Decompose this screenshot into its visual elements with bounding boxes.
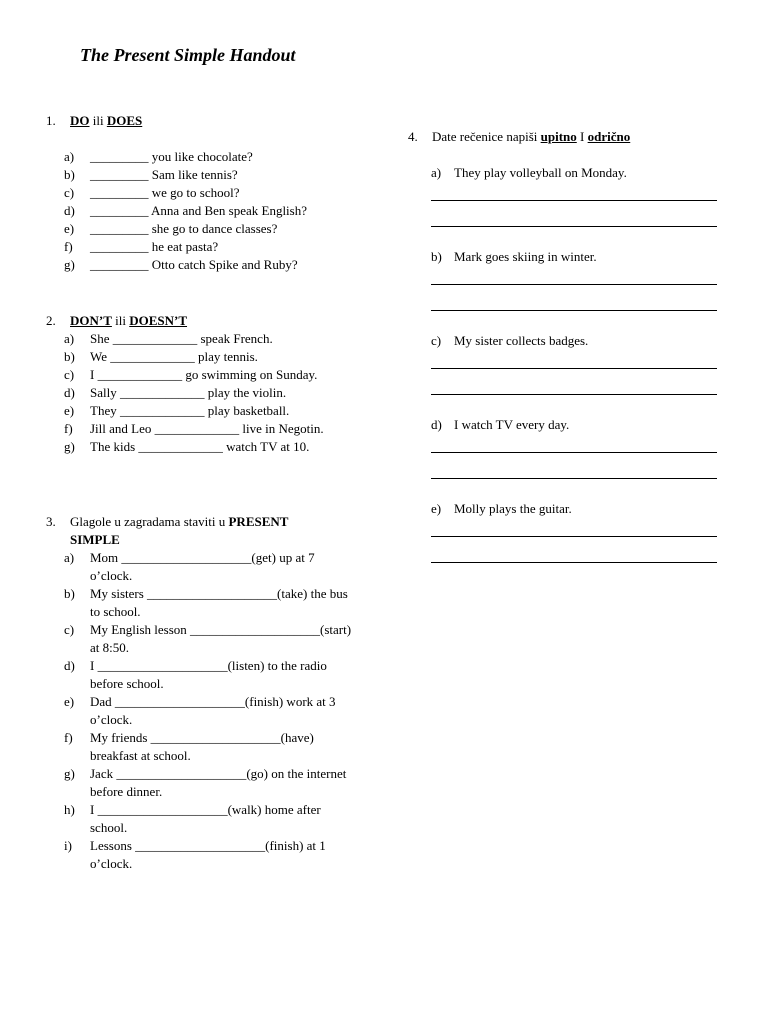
instruction-text: Glagole u zagradama staviti u — [70, 514, 229, 529]
item-text: Molly plays the guitar. — [454, 501, 572, 516]
sentence-row — [431, 500, 728, 518]
item-letter: e) — [64, 694, 75, 709]
answer-line[interactable] — [431, 562, 717, 563]
item-letter: h) — [64, 802, 75, 817]
item-text: Dad ____________________(finish) work at 3 o’clock. — [90, 694, 336, 727]
item-text: My sisters ____________________(take) the bus to school. — [90, 586, 348, 619]
page-title: The Present Simple Handout — [80, 45, 296, 65]
sentence-row — [431, 164, 728, 182]
item-letter: d) — [64, 385, 75, 400]
rewrite-item — [408, 248, 728, 332]
exercise-item — [64, 184, 376, 202]
answer-line[interactable] — [431, 452, 717, 453]
exercise-4-heading — [408, 128, 728, 146]
item-text: Mark goes skiing in winter. — [454, 249, 597, 264]
item-text: My friends ____________________(have) breakfast at school. — [90, 730, 314, 763]
exercise-item — [64, 148, 376, 166]
answer-line[interactable] — [431, 368, 717, 369]
sentence-row — [431, 332, 728, 350]
exercise-item — [64, 657, 344, 693]
exercise-item — [64, 837, 344, 873]
item-text: _________ we go to school? — [90, 185, 240, 200]
exercise-item — [64, 348, 344, 366]
item-text: _________ he eat pasta? — [90, 239, 219, 254]
exercise-item — [64, 549, 344, 585]
exercise-1 — [46, 112, 376, 274]
item-letter: a) — [64, 331, 75, 346]
item-text: Jack ____________________(go) on the internet before dinner. — [90, 766, 347, 799]
answer-line[interactable] — [431, 478, 717, 479]
item-text: They _____________ play basketball. — [90, 403, 290, 418]
item-text: They play volleyball on Monday. — [454, 165, 627, 180]
keyword-doesnt: DOESN’T — [129, 313, 188, 328]
item-letter: a) — [64, 149, 75, 164]
item-letter: d) — [64, 658, 75, 673]
exercise-3-list — [64, 549, 352, 873]
keyword-odricno: odrično — [587, 129, 631, 144]
exercise-2-heading — [46, 312, 376, 330]
item-letter: c) — [431, 333, 442, 348]
exercise-number: 2. — [46, 313, 56, 328]
answer-line[interactable] — [431, 284, 717, 285]
item-letter: a) — [431, 165, 442, 180]
item-text: I watch TV every day. — [454, 417, 570, 432]
item-letter: a) — [64, 550, 75, 565]
item-letter: b) — [64, 349, 75, 364]
exercise-item — [64, 384, 344, 402]
item-letter: e) — [64, 221, 75, 236]
exercise-item — [64, 765, 347, 801]
exercise-1-heading — [46, 112, 376, 130]
item-letter: c) — [64, 622, 75, 637]
item-text: _________ you like chocolate? — [90, 149, 253, 164]
item-letter: e) — [64, 403, 75, 418]
item-text: Sally _____________ play the violin. — [90, 385, 287, 400]
connector-text: I — [576, 129, 588, 144]
connector-text: ili — [111, 313, 130, 328]
item-text: My sister collects badges. — [454, 333, 589, 348]
item-letter: c) — [64, 367, 75, 382]
item-letter: f) — [64, 730, 73, 745]
answer-line[interactable] — [431, 226, 717, 227]
exercise-item — [64, 256, 376, 274]
item-text: She _____________ speak French. — [90, 331, 273, 346]
instruction-text: Date rečenice napiši — [432, 129, 541, 144]
answer-line[interactable] — [431, 310, 717, 311]
rewrite-item — [408, 332, 728, 416]
exercise-item — [64, 366, 344, 384]
item-letter: b) — [64, 586, 75, 601]
item-letter: f) — [64, 239, 73, 254]
item-letter: d) — [431, 417, 442, 432]
exercise-2-list — [64, 330, 344, 456]
item-text: _________ she go to dance classes? — [90, 221, 278, 236]
answer-line[interactable] — [431, 394, 717, 395]
exercise-3-heading — [46, 513, 376, 549]
exercise-number: 3. — [46, 514, 56, 529]
exercise-item — [64, 402, 344, 420]
item-letter: f) — [64, 421, 73, 436]
exercise-item — [64, 202, 376, 220]
exercise-item — [64, 420, 344, 438]
exercise-4 — [408, 128, 728, 584]
exercise-item — [64, 621, 352, 657]
item-text: We _____________ play tennis. — [90, 349, 258, 364]
exercise-number: 4. — [408, 129, 418, 144]
exercise-item — [64, 693, 344, 729]
exercise-item — [64, 801, 344, 837]
item-text: Mom ____________________(get) up at 7 o’clock. — [90, 550, 315, 583]
exercise-item — [64, 729, 344, 765]
answer-line[interactable] — [431, 536, 717, 537]
item-text: The kids _____________ watch TV at 10. — [90, 439, 310, 454]
item-letter: c) — [64, 185, 75, 200]
item-letter: i) — [64, 838, 72, 853]
sentence-row — [431, 416, 728, 434]
item-text: I _____________ go swimming on Sunday. — [90, 367, 318, 382]
item-letter: e) — [431, 501, 442, 516]
keyword-do: DO — [70, 113, 90, 128]
exercise-item — [64, 585, 348, 621]
keyword-dont: DON’T — [70, 313, 112, 328]
exercise-1-list — [64, 148, 376, 274]
item-text: Lessons ____________________(finish) at 1 o’clock. — [90, 838, 326, 871]
item-text: _________ Sam like tennis? — [90, 167, 238, 182]
item-letter: b) — [64, 167, 75, 182]
item-text: _________ Anna and Ben speak English? — [90, 203, 307, 218]
sentence-row — [431, 248, 728, 266]
item-letter: d) — [64, 203, 75, 218]
item-text: I ____________________(walk) home after school. — [90, 802, 321, 835]
item-text: _________ Otto catch Spike and Ruby? — [90, 257, 298, 272]
exercise-item — [64, 238, 376, 256]
item-letter: g) — [64, 257, 75, 272]
keyword-present-simple: PRESENT SIMPLE — [70, 514, 289, 547]
connector-text: ili — [89, 113, 107, 128]
exercise-2 — [46, 312, 376, 456]
keyword-does: DOES — [106, 113, 143, 128]
item-text: Jill and Leo _____________ live in Negotin. — [90, 421, 324, 436]
exercise-4-list — [431, 164, 728, 584]
keyword-upitno: upitno — [540, 129, 577, 144]
exercise-item — [64, 166, 376, 184]
exercise-number: 1. — [46, 113, 56, 128]
rewrite-item — [408, 500, 728, 584]
item-letter: g) — [64, 439, 75, 454]
answer-line[interactable] — [431, 200, 717, 201]
item-letter: b) — [431, 249, 442, 264]
item-text: My English lesson ____________________(start) at 8:50. — [90, 622, 352, 655]
item-letter: g) — [64, 766, 75, 781]
item-text: I ____________________(listen) to the radio before school. — [90, 658, 327, 691]
exercise-item — [64, 438, 344, 456]
exercise-3 — [46, 513, 376, 873]
rewrite-item — [408, 416, 728, 500]
exercise-item — [64, 330, 344, 348]
rewrite-item — [408, 164, 728, 248]
exercise-item — [64, 220, 376, 238]
